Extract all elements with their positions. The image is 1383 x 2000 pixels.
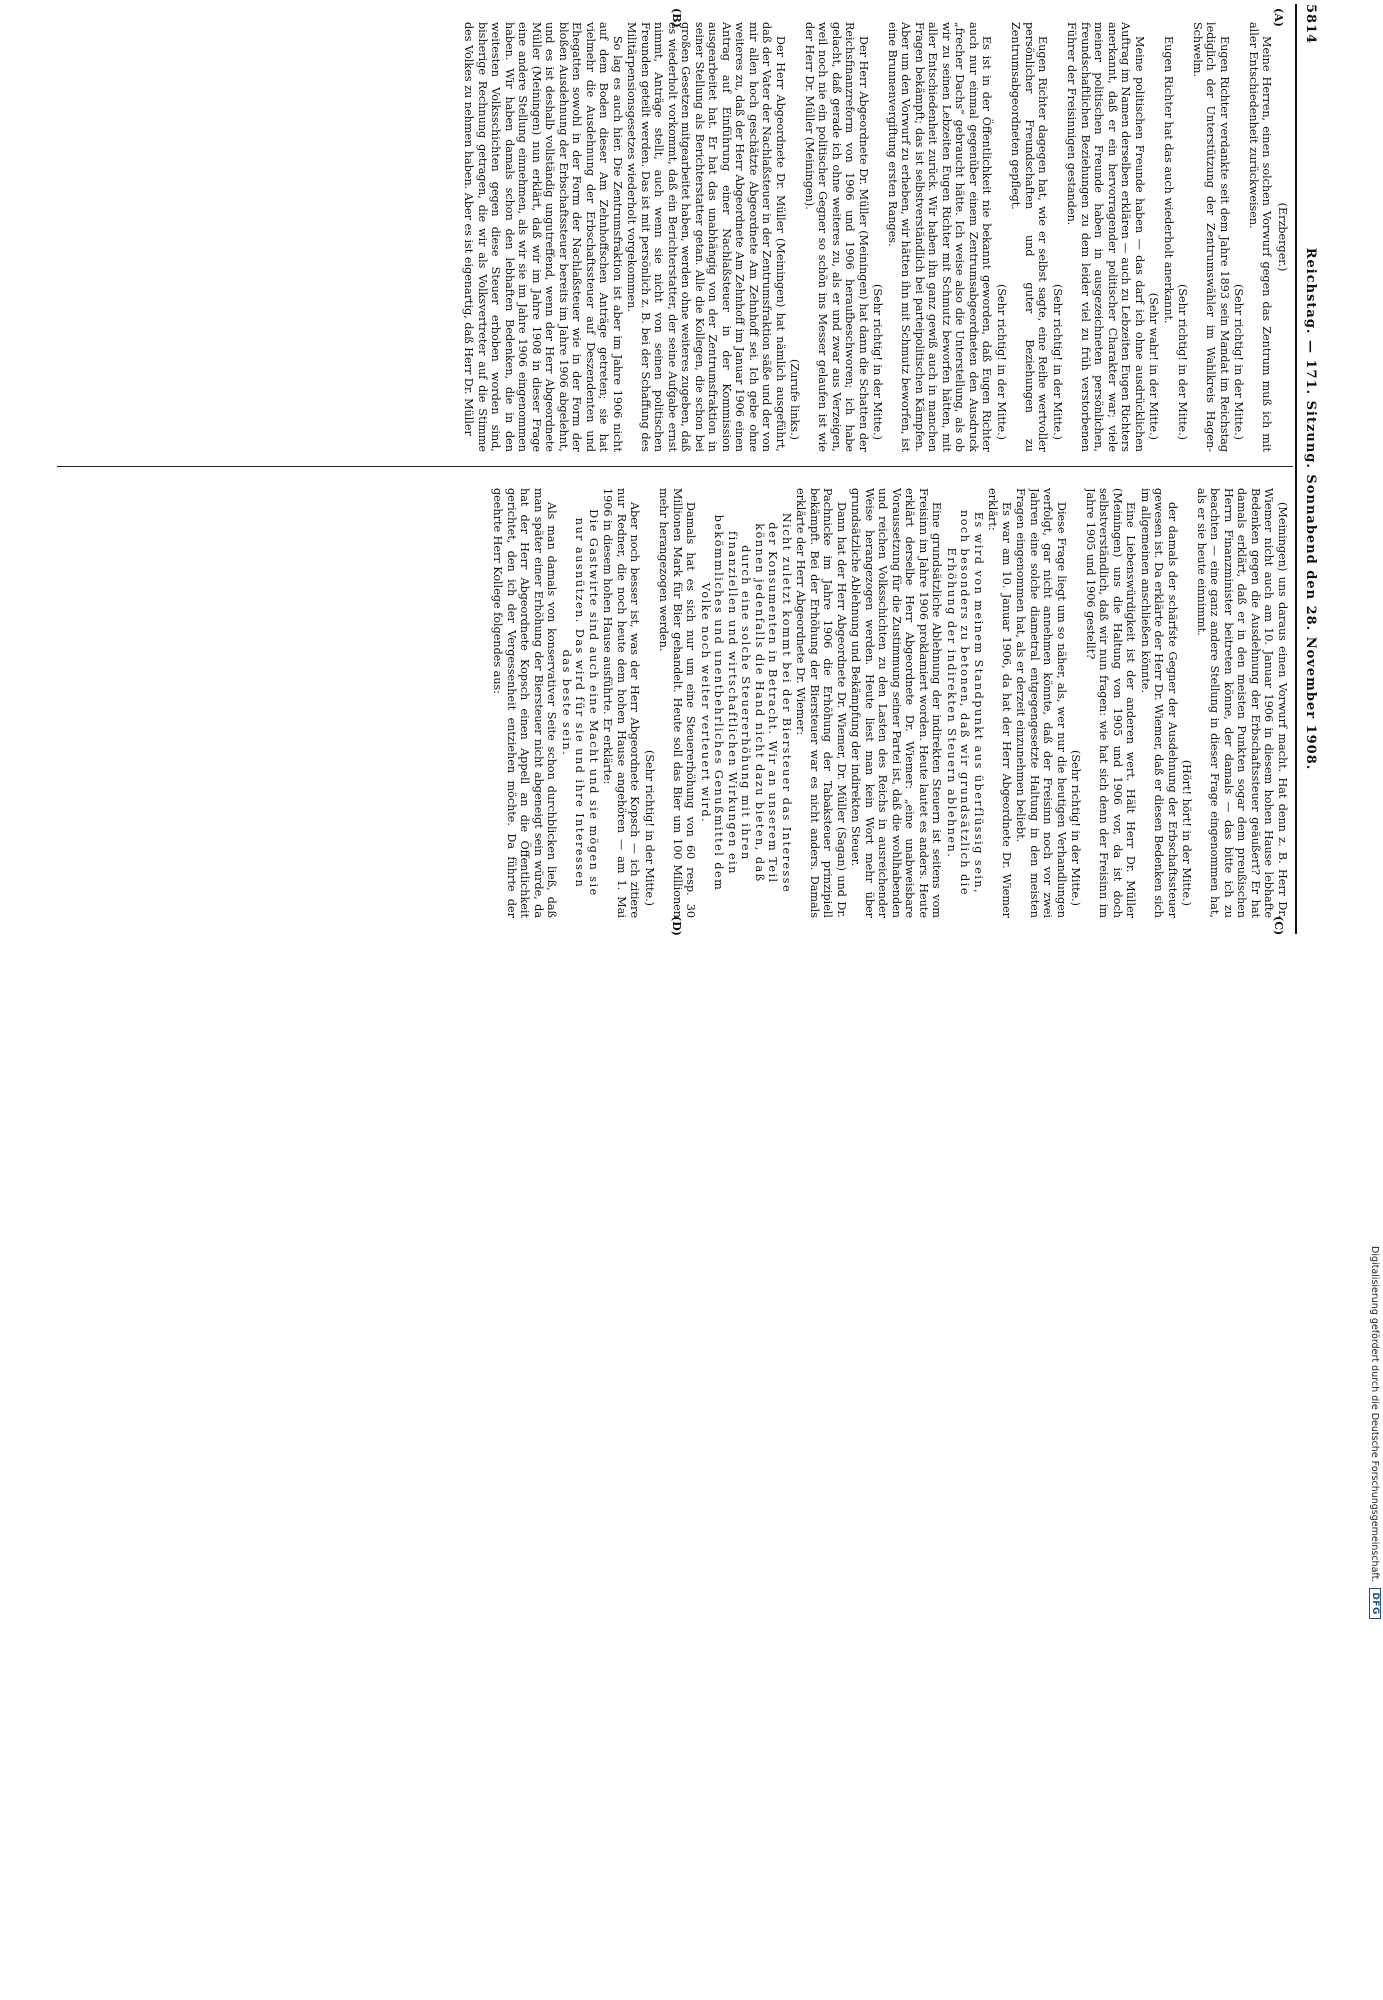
interjection: (Sehr richtig! in der Mitte.) [995,283,1008,440]
paragraph: Als man damals von konservativer Seite schon durchblicken ließ, daß man später einer Erhöhung der Biersteuer nicht abgeneigt sein würde, da hat der Herr Abgeordnete Kopsch einen Appell an die Öffentlichkeit gerichtet, den ich der Vergessenheit entziehen möchte. Da führte der geehrte Herr Kollege folgendes aus: [491,488,559,918]
paragraph: Meine Herren, einen solchen Vorwurf gegen das Zentrum muß ich mit aller Entschiedenheit zurückweisen. [1247,22,1274,452]
paragraph: Eugen Richter verdankte seit dem Jahre 1893 sein Mandat im Reichstag lediglich der Unterstützung der Zentrumswähler im Wahlkreis Hagen-Schwelm. [1191,22,1231,452]
paragraph: Meine politischen Freunde haben — das darf ich ohne ausdrücklichen Auftrag im Namen derselben erklären — auch zu Lebzeiten Eugen Richters anerkannt, daß er ein hervorragender politischer Charakter war; viele meiner politischen Freunde haben in ausgezeichneten persönlichen, freundschaftlichen Beziehungen zu dem leider viel zu früh verstorbenen Führer der Freisinnigen gestanden. [1065,22,1146,452]
digitization-credit [1367,1246,1383,2000]
interjection: (Sehr richtig! in der Mitte.) [1051,283,1064,440]
paragraph: Damals hat es sich nur um eine Steuererhöhung von 60 resp. 30 Millionen Mark für Bier gehandelt. Heute soll das Bier um 100 Millionen mehr herangezogen werden. [657,488,698,918]
paragraph: Eugen Richter dagegen hat, wie er selbst sagte, eine Reihe wertvoller persönlicher Freundschaften und guter Beziehungen zu Zentrumsabgeordneten gepflegt. [1009,22,1050,452]
margin-letter-b: (B) [670,8,683,28]
interjection: (Zurufe links.) [788,358,802,440]
paragraph: So lag es auch hier. Die Zentrumsfraktion ist aber im Jahre 1906 nicht auf dem Boden dieser Am Zehnhoffschen Anträge getreten; sie hat vielmehr die Ausdehnung der Erbschaftssteuer auf Deszendenten und Ehegatten sowohl in der Form der Nachlaßsteuer wie in der Form der bloßen Ausdehnung der Erbschaftssteuer bereits im Jahre 1906 abgelehnt, und es ist deshalb vollständig ungutreffend, wenn der Herr Abgeordnete Müller (Meiningen) nun erklärt, daß wir im Jahre 1908 in dieser Frage eine andere Stellung einnehmen, als wir sie im Jahre 1906 eingenommen haben. Wir haben damals schon den lebhaften Bedenken, die in den weitesten Volksschichten gegen diese Steuer erhoben worden sind, bisherige Rechnung getragen, die wir als Volksvertreter auf die Stimme des Volkes zu nehmen haben. Aber es ist eigenartig, daß Herr Dr. Müller [462,22,624,452]
credit-text: Digitalisierung gefördert durch die Deutsche Forschungsgemeinschaft. [1369,1246,1381,1583]
margin-letter-c: (C) [1272,916,1285,936]
paragraph: Eine Liebenswürdigkeit ist der anderen wert. Hält Herr Dr. Müller (Meiningen) uns die Haltung von 1905 und 1906 vor, da ist doch selbstverständlich, daß wir nun fragen: wie hat sich denn der Freisinn im Jahre 1905 und 1906 gestellt? [1084,488,1138,918]
page-number: 5814 [1303,4,1319,45]
running-title: Reichstag. — 171. Sitzung. Sonnabend den 28. November 1908. [1303,247,1319,771]
interjection: (Sehr richtig! in der Mitte.) [1176,283,1190,440]
margin-letter-d: (D) [670,916,683,936]
paragraph: (Meiningen) uns daraus einen Vorwurf macht. Hat denn z. B. Herr Dr. Wiemer nicht auch am 10. Januar 1906 in diesem hohen Hause lebhafte Bedenken gegen die Ausdehnung der Erbschaftssteuer geäußert? Er hat damals erklärt, daß er in den meisten Punkten sogar dem preußischen Herrn Finanzminister beitreten könne, der damals — das bitte ich zu beachten — eine ganz andere Stellung in dieser Frage eingenommen hat, als er sie heute einnimmt. [1195,488,1289,918]
column-divider [57,466,1293,467]
quotation: Es wird von meinem Standpunkt aus überflüssig sein, noch besonders zu betonen, daß wir grundsätzlich die Erhöhung der indirekten Steuern ablehnen. [945,509,985,897]
paragraph: Diese Frage liegt um so näher, als, wer nur die heutigen Verhandlungen verfolgt, gar nicht annehmen könnte, daß der Freisinn noch vor zwei Jahren eine solche diametral entgegengesetzte Haltung in den meisten Fragen eingenommen hat, als er derzeit einzunehmen beliebt. [1014,488,1068,918]
paragraph: Es war am 10. Januar 1906, da hat der Herr Abgeordnete Dr. Wiemer erklärt: [986,488,1013,918]
interjection: (Sehr richtig! in der Mitte.) [1232,283,1246,440]
paragraph: Dann hat der Herr Abgeordnete Dr. Wiemer, Dr. Müller (Sagan) und Dr. Pachnicke im Jahre 1906 die Erhöhung der Tabaksteuer prinzipiell bekämpft. Bei der Erhöhung der Biersteuer war es nicht anders. Damals erklärte der Herr Abgeordnete Dr. Wiemer: [794,488,848,918]
margin-letter-a: (A) [1272,8,1285,27]
left-column [59,22,1289,452]
interjection: (Sehr richtig! in der Mitte.) [871,283,885,440]
paragraph: Eine grundsätzliche Ablehnung der indirekten Steuern ist seitens vom Freisinn im Jahre 1906 proklamiert worden. Heute lautet es anders. Heute erklärt derselbe Herr Abgeordnete Dr. Wiemer: „eine unabweisbare Voraussetzung für die Zustimmung seiner Partei ist, daß die wohlhabenden und reichen Volksschichten zu den Lasten des Reichs in ausreichender Weise herangezogen werden. Heute liest man kein Wort mehr über grundsätzliche Ablehnung und Bekämpfung der indirekten Steuer. [849,488,944,918]
quotation: Die Gastwirte sind auch eine Macht und sie mögen sie nur ausnützen. Das wird für sie und ihre Interessen das beste sein. [560,509,600,897]
dfg-logo: DFG [1369,1588,1381,1619]
interjection: (Sehr wahr! in der Mitte.) [1147,292,1161,440]
interjection: (Hört! hört! in der Mitte.) [1180,759,1194,906]
interjection: (Sehr richtig! in der Mitte.) [1069,749,1083,906]
paragraph: der damals der schärfste Gegner der Ausdehnung der Erbschaftssteuer gewesen ist. Da erklärte der Herr Dr. Wiemer, daß er diesen Bedenken sich im allgemeinen anschließen könnte. [1139,488,1179,918]
header-rule [1295,4,1297,934]
right-column [59,488,1289,918]
paragraph: Der Herr Abgeordnete Dr. Müller (Meiningen) hat dann die Schatten der Reichsfinanzreform von 1906 und 1906 heraufbeschworen; ich habe gelacht, daß gerade ich ohne weiteres zu, als er und zwar aus Verzeigen, weil noch nie ein politischer Gegner so schön ins Messer gelaufen ist wie der Herr Dr. Müller (Meiningen). [803,22,870,452]
paragraph: Aber noch besser ist, was der Herr Abgeordnete Kopsch — ich zitiere nur Redner, die noch heute dem hohen Hause angehören — am 1. Mai 1906 in diesem hohen Hause ausführte. Er erklärte: [601,488,642,918]
document-sheet [53,4,1323,934]
page-header [1299,4,1323,934]
paragraph: Der Herr Abgeordnete Dr. Müller (Meiningen) hat nämlich ausgeführt, daß der Vater der Nachlaßsteuer in der Zentrumsfraktion säße und der von mir allen hoch geschätzte Abgeordnete Am Zehnhoff sei. Ich gebe ohne weiteres zu, daß der Herr Abgeordnete Am Zehnhoff im Januar 1906 einen Antrag auf Einführung einer Nachlaßsteuer in der Kommission ausgearbeitet hat. Er hat das unabhängig von der Zentrumsfraktion in seiner Stellung als Berichterstatter getan. Alle die Kollegen, die schon bei großen Gesetzen mitgearbeitet haben, werden ohne weiteres zugeben, daß es wiederholt vorkommt, daß ein Berichterstatter, der seine Aufgabe ernst nimmt, Anträge stellt, auch wenn sie nicht von seinen politischen Freunden geteilt werden. Das ist mit persönlich z. B. bei der Schaffung des Militärpensionsgesetzes wiederholt vorgekommen. [625,22,787,452]
quotation: Nicht zuletzt kommt bei der Biersteuer das Interesse der Konsumenten in Betracht. Wir an unserem Teil können jedenfalls die Hand nicht dazu bieten, daß durch eine solche Steuererhöhung mit ihren finanziellen und wirtschaftlichen Wirkungen ein bekömmliches und unentbehrliches Genußmittel dem Volke noch weiter verteuert wird. [699,512,793,894]
paragraph: Eugen Richter hat das auch wiederholt anerkannt. [1162,36,1175,324]
paragraph: Es ist in der Öffentlichkeit nie bekannt geworden, daß Eugen Richter auch nur einmal gegenüber einem Zentrumsabgeordneten den Ausdruck „frecher Dachs“ gebraucht hätte. Ich weise also die Unterstellung, als ob wir zu seinen Lebzeiten Eugen Richter mit Schmutz beworfen hätten, mit aller Entschiedenheit zurück. Wir haben ihn ganz gewiß auch in manchen Fragen bekämpft; das ist selbstverständlich bei parteipolitischen Kämpfen. Aber um den Vorwurf zu erheben, wir hätten ihn mit Schmutz beworfen, ist eine Brunnenvergiftung ersten Ranges. [886,22,994,452]
speaker-name: (Erzberger.) [1276,202,1289,272]
interjection: (Sehr richtig! in der Mitte.) [643,749,656,906]
